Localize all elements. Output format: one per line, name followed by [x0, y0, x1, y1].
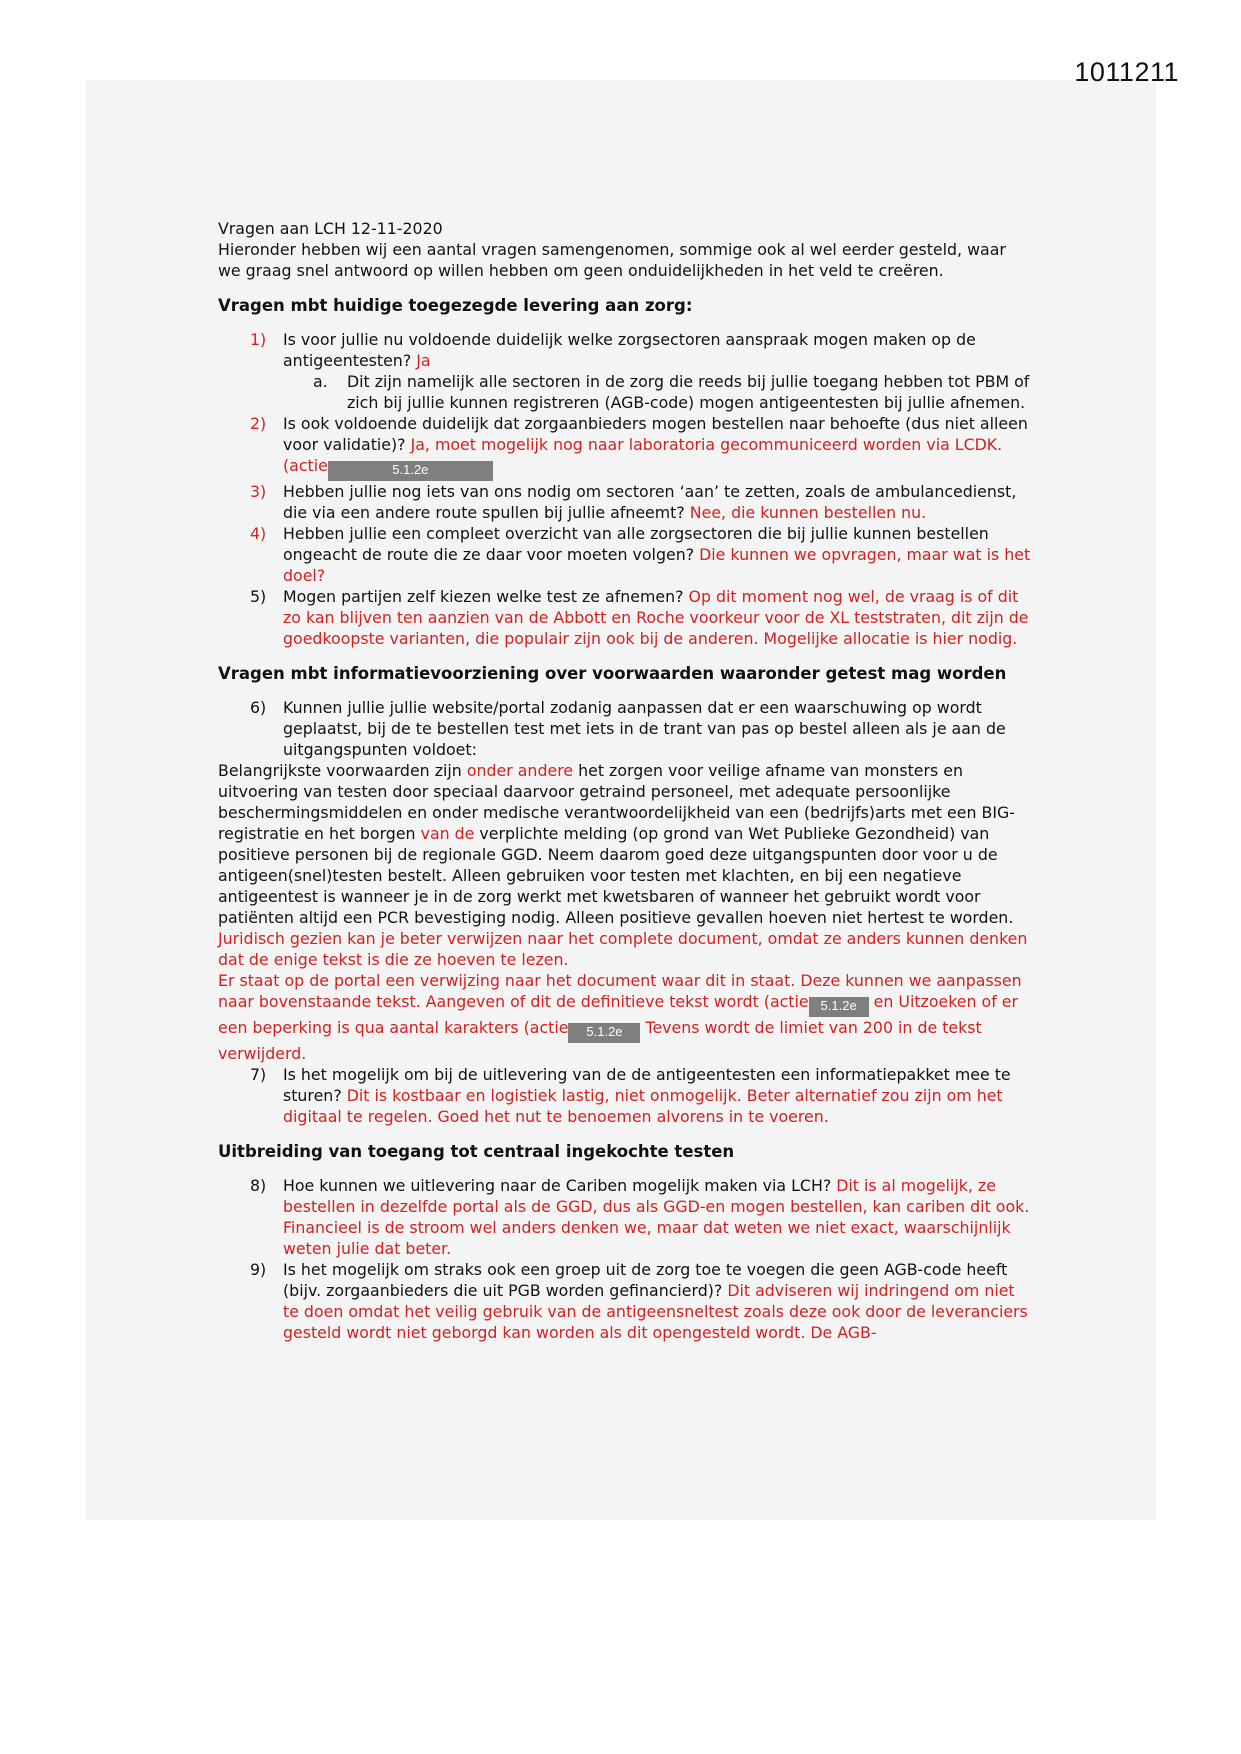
answer-text: Ja: [416, 351, 431, 370]
paragraph-text: Tevens wordt de limiet van 200 in de tekst verwijderd.: [218, 1018, 982, 1063]
question-number: 3): [250, 482, 267, 501]
sub-item-a: [218, 371, 1033, 413]
question-list-4: [218, 1175, 1033, 1343]
question-4: [218, 523, 1033, 586]
sub-item-text: Dit zijn namelijk alle sectoren in de zorg die reeds bij jullie toegang hebben tot PBM of zich bij jullie kunnen registreren (AGB-code) mogen antigeentesten bij jullie afnemen.: [347, 372, 1030, 412]
question-list-2: [218, 697, 1033, 760]
question-text: Is ook voldoende duidelijk dat zorgaanbieders mogen bestellen naar behoefte (dus niet alleen voor validatie)?: [283, 414, 1028, 454]
question-text: Hebben jullie nog iets van ons nodig om sectoren ‘aan’ te zetten, zoals de ambulancedienst, die via een andere route spullen bij jullie afneemt?: [283, 482, 1017, 522]
document-body: [218, 218, 1033, 1343]
question-text: Is voor jullie nu voldoende duidelijk welke zorgsectoren aanspraak mogen maken op de antigeentesten?: [283, 330, 976, 370]
section-heading-access: Uitbreiding van toegang tot centraal ingekochte testen: [218, 1142, 735, 1161]
section-heading-information: Vragen mbt informatievoorziening over voorwaarden waaronder getest mag worden: [218, 664, 1007, 683]
question-7: [218, 1064, 1033, 1127]
redaction-box: 5.1.2e: [568, 1023, 640, 1043]
section-heading-supply: Vragen mbt huidige toegezegde levering aan zorg:: [218, 296, 693, 315]
sub-item-letter: a.: [313, 372, 328, 391]
conditions-paragraph: [218, 760, 1033, 970]
answer-text: Dit is kostbaar en logistiek lastig, niet onmogelijk. Beter alternatief zou zijn om het digitaal te regelen. Goed het nut te benoemen alvorens in te voeren.: [283, 1086, 1003, 1126]
question-5: [218, 586, 1033, 649]
answer-text: Op dit moment nog wel, de vraag is of dit zo kan blijven ten aanzien van de Abbott en Roche voorkeur voor de XL teststraten, dit zijn de goedkoopste varianten, die populair zijn ook bij de anderen. Mogelijke allocatie is hier nodig.: [283, 587, 1029, 648]
answer-text: Nee, die kunnen bestellen nu.: [689, 503, 927, 522]
question-number: 5): [250, 587, 267, 606]
question-text: Mogen partijen zelf kiezen welke test ze afnemen?: [283, 587, 684, 606]
paragraph-text: en Uitzoeken of er een beperking is qua aantal karakters (actie: [218, 992, 1019, 1037]
question-number: 1): [250, 330, 267, 349]
paragraph-text: verplichte melding (op grond van Wet Publieke Gezondheid) van positieve personen bij de regionale GGD. Neem daarom goed deze uitgangspunten door voor u de antigeen(snel)testen bestelt. Alleen gebruiken voor testen met klachten, en bij een negatieve antigeentest is wanneer je in de zorg werkt met kwetsbaren of wanneer het gebruikt wordt voor patiënten altijd een PCR bevestiging nodig. Alleen positieve gevallen hoeven niet hertest te worden.: [218, 824, 1014, 927]
question-1: [218, 329, 1033, 413]
answer-text: Dit is al mogelijk, ze bestellen in dezelfde portal als de GGD, dus als GGD-en mogen bestellen, kan cariben dit ook. Financieel is de stroom wel anders denken we, maar dat weten we niet exact, waarschijnlijk weten julie dat beter.: [283, 1176, 1030, 1258]
redaction-box: 5.1.2e: [328, 461, 493, 481]
question-text: Is het mogelijk om bij de uitlevering van de de antigeentesten een informatiepakket mee te sturen?: [283, 1065, 1011, 1105]
paragraph-annotation: Juridisch gezien kan je beter verwijzen naar het complete document, omdat ze anders kunnen denken dat de enige tekst is die ze hoeven te lezen.: [218, 929, 1028, 969]
question-text: Is het mogelijk om straks ook een groep uit de zorg toe te voegen die geen AGB-code heeft (bijv. zorgaanbieders die uit PGB worden gefinancierd)?: [283, 1260, 1008, 1300]
paragraph-text: het zorgen voor veilige afname van monsters en uitvoering van testen door speciaal daarvoor getraind personeel, met adequate persoonlijke beschermingsmiddelen en onder medische verantwoordelijkheid van een (bedrijfs)arts met een BIG-registratie en het borgen: [218, 761, 1015, 843]
question-number: 6): [250, 698, 267, 717]
answer-text: Dit adviseren wij indringend om niet te doen omdat het veilig gebruik van de antigeensneltest zoals deze ook door de leveranciers gesteld wordt niet geborgd kan worden als dit opengesteld wordt. De AGB-: [283, 1281, 1028, 1342]
paragraph-annotation: van de: [420, 824, 475, 843]
question-list-1: [218, 329, 1033, 649]
question-text: Hoe kunnen we uitlevering naar de Cariben mogelijk maken via LCH?: [283, 1176, 832, 1195]
answer-text: Ja, moet mogelijk nog naar laboratoria gecommuniceerd worden via LCDK. (actie: [283, 435, 1003, 475]
paragraph-text: Er staat op de portal een verwijzing naar het document waar dit in staat. Deze kunnen we aanpassen naar bovenstaande tekst. Aangeven of dit de definitieve tekst wordt (actie: [218, 971, 1022, 1011]
question-number: 2): [250, 414, 267, 433]
question-6: [218, 697, 1033, 760]
question-8: [218, 1175, 1033, 1259]
question-number: 9): [250, 1260, 267, 1279]
page-title: Vragen aan LCH 12-11-2020: [218, 219, 443, 238]
question-3: [218, 481, 1033, 523]
answer-text: Die kunnen we opvragen, maar wat is het doel?: [283, 545, 1031, 585]
question-number: 7): [250, 1065, 267, 1084]
redaction-box: 5.1.2e: [809, 997, 869, 1017]
question-2: [218, 413, 1033, 481]
portal-paragraph: [218, 970, 1033, 1064]
question-text: Kunnen jullie jullie website/portal zodanig aanpassen dat er een waarschuwing op wordt geplaatst, bij de te bestellen test met iets in de trant van pas op bestel alleen als je aan de uitgangspunten voldoet:: [283, 698, 1006, 759]
question-list-3: [218, 1064, 1033, 1127]
question-number: 8): [250, 1176, 267, 1195]
question-9: [218, 1259, 1033, 1343]
intro-paragraph: Hieronder hebben wij een aantal vragen samengenomen, sommige ook al wel eerder gesteld, waar we graag snel antwoord op willen hebben om geen onduidelijkheden in het veld te creëren.: [218, 240, 1006, 280]
question-text: Hebben jullie een compleet overzicht van alle zorgsectoren die bij jullie kunnen bestellen ongeacht de route die ze daar voor moeten volgen?: [283, 524, 989, 564]
paragraph-text: Belangrijkste voorwaarden zijn: [218, 761, 467, 780]
document-number: 1011211: [1074, 57, 1179, 87]
paragraph-annotation: onder andere: [466, 761, 574, 780]
question-number: 4): [250, 524, 267, 543]
